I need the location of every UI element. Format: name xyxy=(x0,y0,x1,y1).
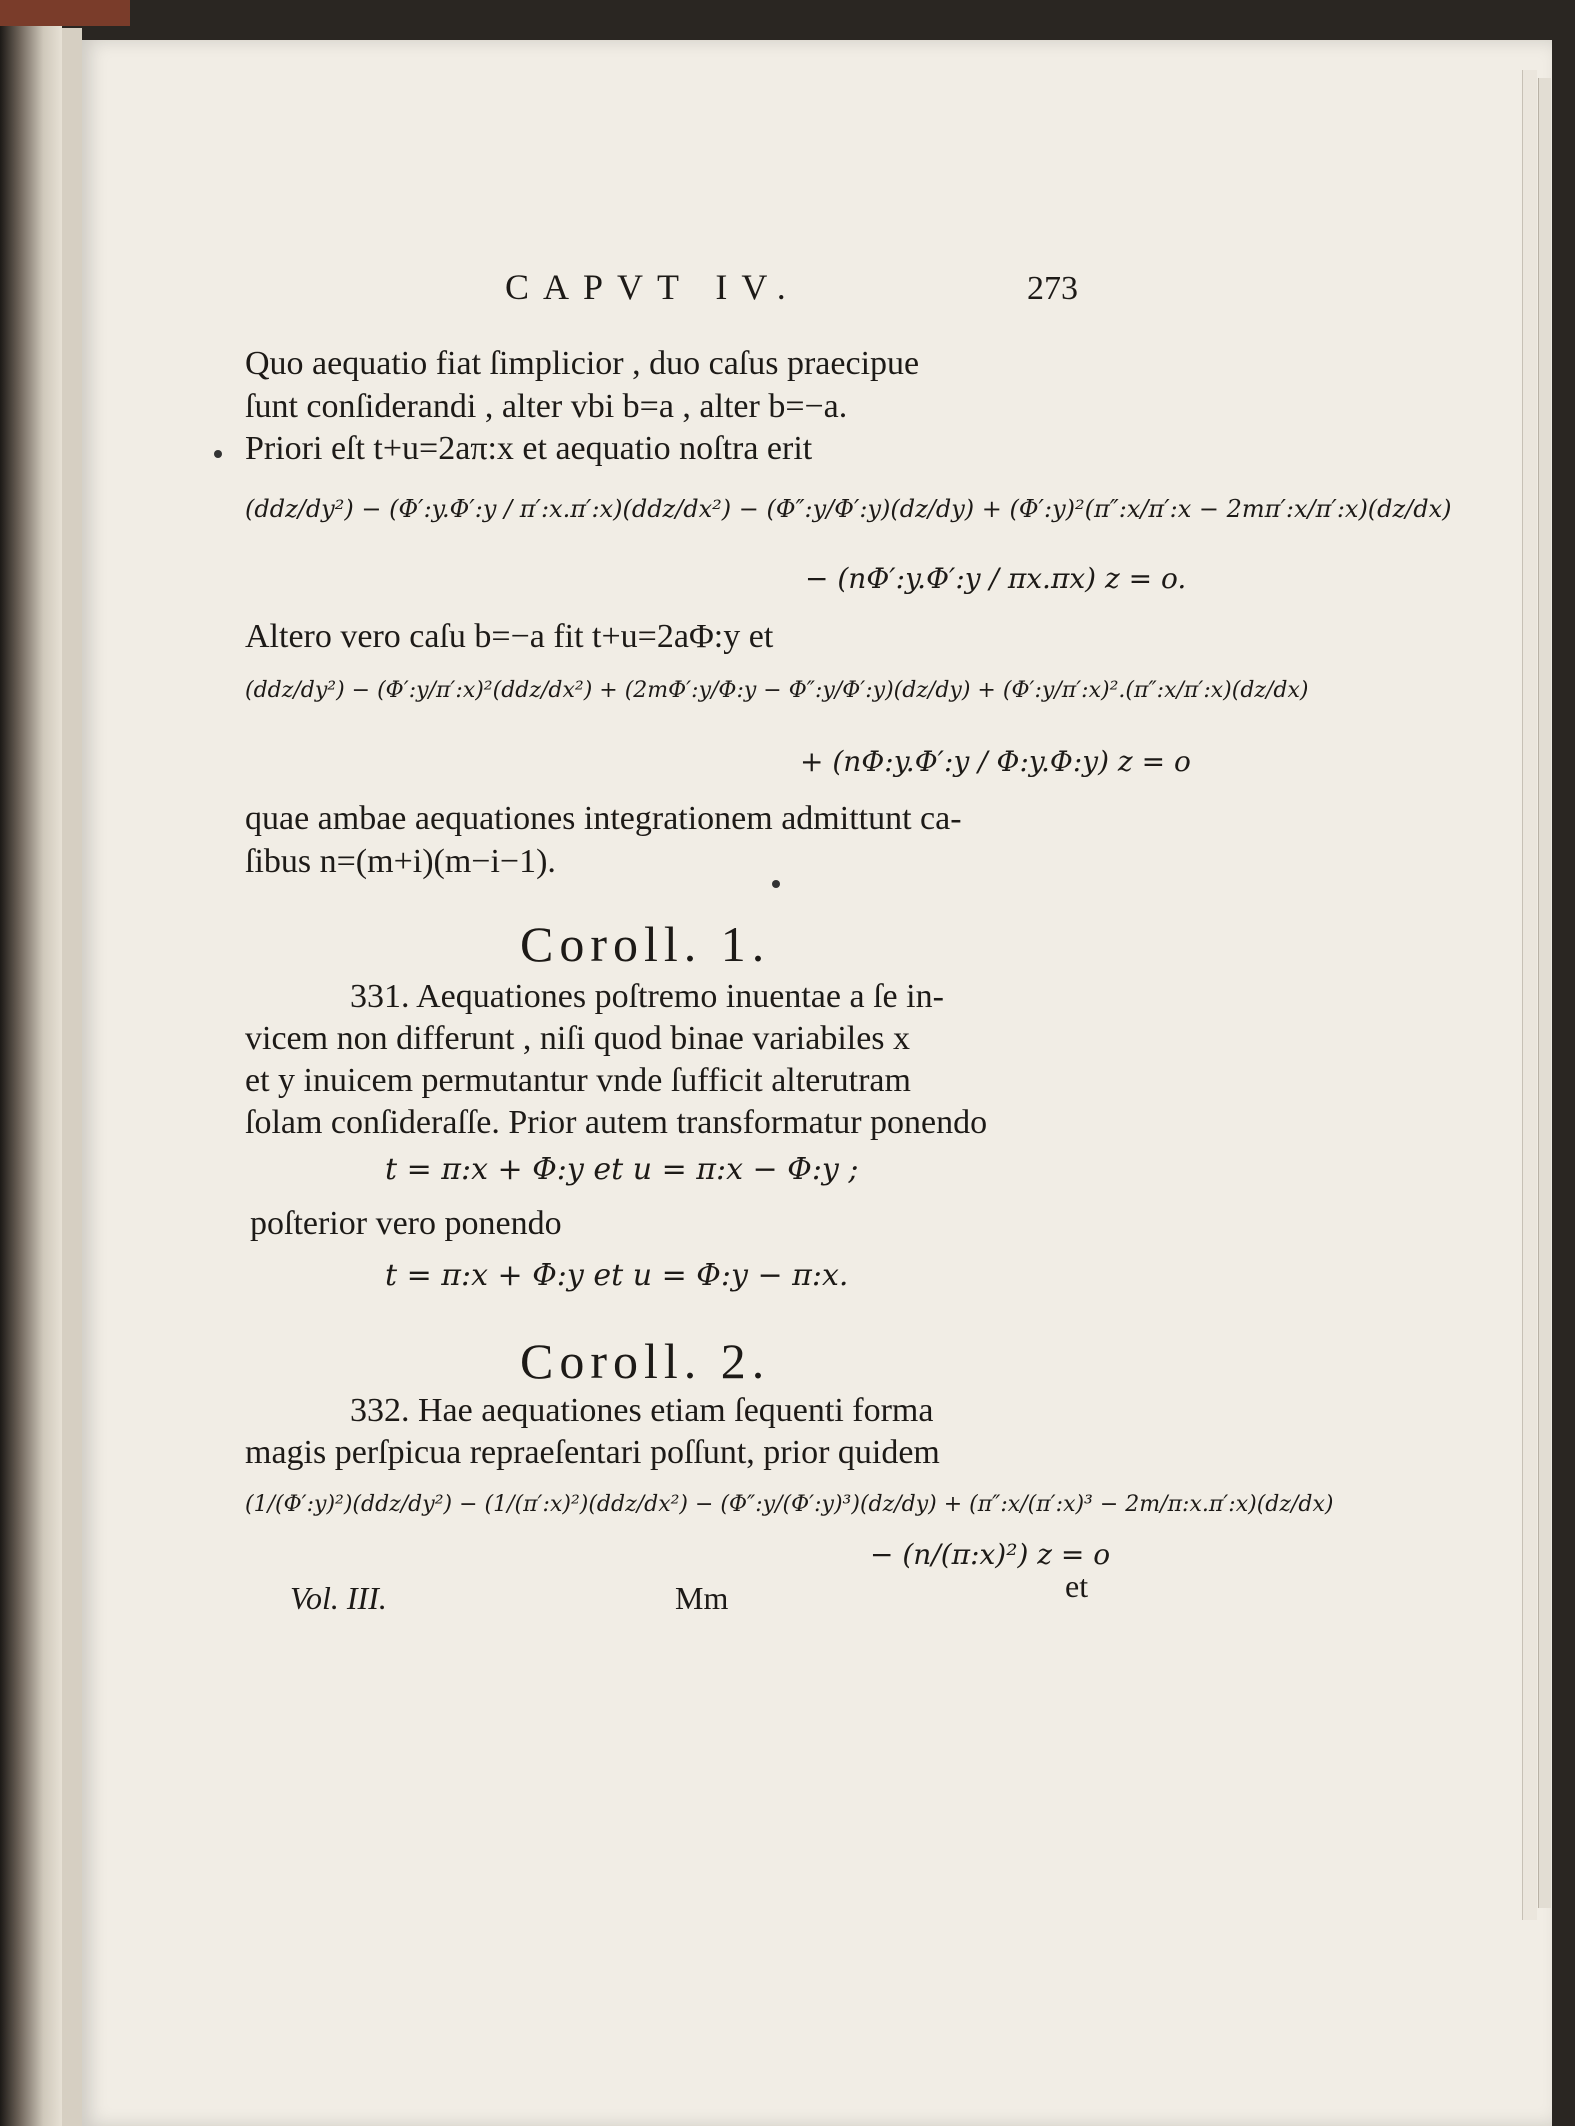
catchword: et xyxy=(1065,1568,1089,1604)
running-title: CAPVT IV. xyxy=(505,267,800,307)
text-line: ſolam conſideraſſe. Prior autem transformatur ponendo xyxy=(245,1104,988,1141)
equation: (ddz/dy²) − (Φ′:y.Φ′:y / π′:x.π′:x)(ddz/dx²) − (Φ″:y/Φ′:y)(dz/dy) + (Φ′:y)²(π″:x/π′:x − 2mπ′:x/π′:x)(dz/dx) xyxy=(245,495,1452,523)
text-line: quae ambae aequationes integrationem admittunt ca- xyxy=(245,800,962,837)
book-spine xyxy=(0,0,62,2126)
spine-ribbon xyxy=(0,0,130,26)
text-line: vicem non differunt , niſi quod binae variabiles x xyxy=(245,1020,911,1057)
text-line: ſunt conſiderandi , alter vbi b=a , alter b=−a. xyxy=(245,388,848,425)
ink-speck xyxy=(214,450,222,458)
text-line: Altero vero caſu b=−a fit t+u=2aΦ:y et xyxy=(245,618,774,655)
page-number: 273 xyxy=(1027,270,1078,307)
equation: (ddz/dy²) − (Φ′:y/π′:x)²(ddz/dx²) + (2mΦ′:y/Φ:y − Φ″:y/Φ′:y)(dz/dy) + (Φ′:y/π′:x)².(π″:x/π′:x)(dz/dx) xyxy=(245,678,1309,703)
section-heading: Coroll. 2. xyxy=(520,1333,771,1389)
equation: t = π:x + Φ:y et u = π:x − Φ:y ; xyxy=(385,1152,859,1187)
page-edge xyxy=(1522,70,1537,1920)
equation: t = π:x + Φ:y et u = Φ:y − π:x. xyxy=(385,1258,849,1293)
equation: + (nΦ:y.Φ′:y / Φ:y.Φ:y) z = o xyxy=(800,745,1191,778)
text-line: Priori eſt t+u=2aπ:x et aequatio noſtra erit xyxy=(245,430,813,467)
page-edge-outer xyxy=(1538,78,1551,1908)
equation: (1/(Φ′:y)²)(ddz/dy²) − (1/(π′:x)²)(ddz/dx²) − (Φ″:y/(Φ′:y)³)(dz/dy) + (π″:x/(π′:x)³ − 2m/π:x.π′:x)(dz/dx) xyxy=(245,1492,1334,1517)
text-line: 332. Hae aequationes etiam ſequenti forma xyxy=(350,1392,934,1429)
section-heading: Coroll. 1. xyxy=(520,916,771,972)
volume-mark: Vol. III. xyxy=(290,1580,387,1616)
ink-speck xyxy=(772,880,780,888)
text-line: poſterior vero ponendo xyxy=(250,1205,562,1242)
text-line: et y inuicem permutantur vnde ſufficit alterutram xyxy=(245,1062,911,1099)
text-line: Quo aequatio fiat ſimplicior , duo caſus praecipue xyxy=(245,345,920,382)
text-line: 331. Aequationes poſtremo inuentae a ſe in- xyxy=(350,978,944,1015)
text-line: ſibus n=(m+i)(m−i−1). xyxy=(245,843,556,880)
text-line: magis perſpicua repraeſentari poſſunt, prior quidem xyxy=(245,1434,940,1471)
equation: − (n/(π:x)²) z = o xyxy=(870,1538,1111,1571)
signature-mark: Mm xyxy=(675,1580,729,1616)
equation: − (nΦ′:y.Φ′:y / πx.πx) z = o. xyxy=(805,562,1187,595)
facing-page-edge xyxy=(62,28,82,2126)
